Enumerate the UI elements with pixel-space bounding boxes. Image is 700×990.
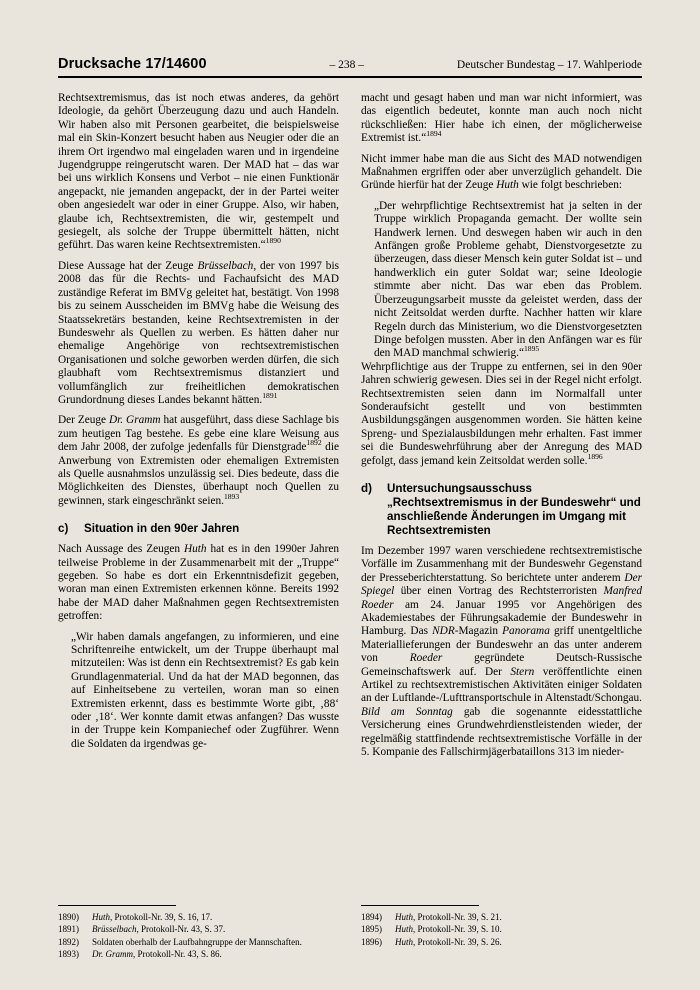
footnote-number: 1891) — [58, 924, 79, 935]
emphasised-name: NDR — [432, 625, 455, 638]
paragraph-quote-continued — [58, 92, 339, 253]
footnote-run: , Protokoll-Nr. 39, S. 21. — [413, 912, 502, 923]
paragraph-text-b: hat es in den 1990er Jahren teilweise Probleme in der Zusammenarbeit mit der „Truppe“ gegeben. So habe es dort ein Erkenntnisdefizit gegeben, woran man einen Extremisten erkennen könne. Bereits 1992 habe der MAD daher Maßnahmen gegen Rechtsextremisten getroffen: — [58, 543, 340, 623]
document-identifier — [58, 56, 207, 72]
footnote-source-name: Huth — [395, 936, 413, 947]
paragraph-text-a: Nach Aussage des Zeugen — [58, 543, 184, 556]
paragraph-text-run: über einen Vortrag des Rechtsterroristen — [394, 585, 604, 598]
header-legislature: Deutscher Bundestag – 17. Wahlperiode — [456, 59, 642, 71]
footnotes-left — [58, 905, 339, 960]
section-title: Situation in den 90er Jahren — [84, 522, 240, 536]
footnotes-area — [58, 905, 642, 960]
paragraph-text: Wehrpflichtige aus der Truppe zu entfernen, sei in den 90er Jahren schwierig gewesen. Dies sei in der Regel nicht erfolgt. Rechtsextremisten seien dann im Normalfall unter Sonderaufsicht gestellt und von bestimmten Ausbildungsgängen ausgenommen worden. Sie hätten keine Spreng- und Spezialausbildungen mehr erhalten. Fast immer sei die Bundeswehrführung aber der Anregung des MAD gefolgt, dass jemand kein Zeitsoldat werden solle. — [361, 360, 642, 467]
footnote-run: Soldaten oberhalb der Laufbahngruppe der Mannschaften. — [92, 936, 302, 947]
paragraph-text-run: veröffentlichte einen Artikel zu rechtsextremistischen Aktivitäten einiger Soldaten an der Luftlande-/Lufttransportschule in Altenstadt/Schongau. — [361, 665, 642, 705]
footnote-number: 1894) — [361, 912, 382, 923]
section-heading-c — [58, 522, 339, 536]
witness-name-huth: Huth — [496, 179, 519, 192]
emphasised-name: Stern — [510, 665, 535, 678]
paragraph-text-run: gab die sogenannte eidesstattliche Versicherung eines Grundwehrdienstleistenden wieder, der regelmäßig stattfindende rechtsextremistische Vorfälle in der 5. Kompanie des Fallschirmjägerbataillons 313 im nieder- — [361, 705, 642, 759]
paragraph-text-a: Diese Aussage hat der Zeuge — [58, 259, 198, 272]
footnote-item — [361, 923, 642, 935]
footnote-source-name: Huth — [395, 912, 413, 923]
section-marker: c) — [58, 522, 69, 536]
footnote-run: , Protokoll-Nr. 39, S. 16, 17. — [110, 912, 213, 923]
witness-name-huth: Huth — [183, 543, 207, 556]
footnote-separator — [58, 905, 176, 906]
right-column — [361, 92, 642, 759]
page-number: – 238 – — [329, 59, 365, 71]
paragraph-gramm — [58, 414, 339, 508]
paragraph-text-run: gegründete Deutsch-Russische Gemeinschaftswerk auf. Der — [361, 652, 642, 678]
footnote-number: 1895) — [361, 924, 382, 935]
footnote-source-name: Dr. Gramm — [92, 948, 134, 959]
footnote-ref-1890: 1890 — [265, 236, 281, 246]
footnote-text — [92, 936, 339, 948]
footnote-run: , Protokoll-Nr. 43, S. 37. — [136, 924, 226, 935]
footnote-number: 1890) — [58, 912, 79, 923]
paragraph-text-a: Nicht immer habe man die aus Sicht des MAD notwendigen Maßnahmen ergriffen oder aber unverzüglich gehandelt. Die Gründe hierfür hat der Zeuge — [361, 152, 642, 192]
footnote-text — [92, 948, 339, 960]
footnote-number: 1892) — [58, 936, 79, 947]
footnote-text — [395, 936, 642, 948]
section-marker: d) — [361, 481, 372, 495]
paragraph-text-b: , der von 1997 bis 2008 das für die Rechts- und Fachaufsicht des MAD zuständige Referat im BMVg geleitet hat, bestätigt. Von 1998 bis zu seinem Ausscheiden im BMVg habe die Weisung des Staatssekretärs bestanden, keine Rechtsextremisten in der Bundeswehr als Quellen zu werben. Es hätten daher nur ehemalige Angehörige von rechtsextremistischen Organisationen und solche geworben werden dürfen, die sich glaubhaft vom Rechtsextremismus distanziert und vollumfänglich zur freiheitlichen demokratischen Grundordnung dieses Landes bekannt hätten. — [58, 259, 339, 406]
footnote-list-right — [361, 911, 642, 948]
paragraph-quote-end — [361, 92, 642, 146]
footnote-number: 1893) — [58, 948, 79, 959]
footnote-separator — [361, 905, 479, 906]
left-column — [58, 92, 339, 751]
emphasised-name: Manfred Roeder — [361, 585, 642, 611]
paragraph-text-b: wie folgt beschrieben: — [518, 179, 623, 192]
footnotes-right — [361, 905, 642, 960]
paragraph-text-b: hat ausgeführt, dass diese Sachlage bis zum heutigen Tag bestehe. Es gebe eine klare Weisung aus dem Jahr 2008, der zufolge jedenfalls für Dienstgrade — [58, 414, 339, 454]
document-number: 17/14600 — [145, 56, 207, 72]
footnote-run: , Protokoll-Nr. 39, S. 26. — [413, 936, 502, 947]
paragraph-text — [361, 545, 642, 758]
footnote-list-left — [58, 911, 339, 960]
witness-name-bruesselbach: Brüsselbach — [197, 259, 254, 272]
footnote-item — [58, 923, 339, 935]
emphasised-name: Der Spiegel — [361, 571, 642, 598]
footnote-ref-1893: 1893 — [223, 492, 240, 502]
paragraph-wehrpflichtige — [361, 361, 642, 468]
paragraph-text: macht und gesagt haben und man war nicht informiert, was das eigentlich bedeutet, konnte man auch noch nicht rückschließen: Hier habe ich einen, der möglicherweise Extremist ist.“ — [361, 92, 642, 145]
footnote-text — [395, 923, 642, 935]
block-quote-huth-2 — [374, 200, 642, 361]
paragraph-text-a: Der Zeuge — [58, 414, 109, 427]
section-title: Untersuchungsausschuss „Rechtsextremismus in der Bundeswehr“ und anschließende Änderungen im Umgang mit Rechtsextremisten — [387, 481, 641, 537]
footnote-item — [361, 911, 642, 923]
footnote-text — [92, 923, 339, 935]
paragraph-huth-reasons — [361, 153, 642, 193]
paragraph-bruesselbach — [58, 260, 339, 407]
footnote-ref-1896: 1896 — [587, 451, 603, 461]
paragraph-dezember-1997 — [361, 545, 642, 760]
body-columns — [58, 92, 642, 759]
footnote-source-name: Huth — [92, 912, 110, 923]
footnote-run: , Protokoll-Nr. 43, S. 86. — [133, 948, 222, 959]
footnote-ref-1895: 1895 — [523, 344, 540, 354]
footnote-ref-1894: 1894 — [426, 129, 442, 139]
footnote-item — [361, 936, 642, 948]
emphasised-name: Roeder — [409, 652, 443, 665]
section-heading-d — [361, 482, 642, 538]
footnote-item — [58, 936, 339, 948]
paragraph-text-c: die Anwerbung von Extremisten oder ehemaligen Extremisten als Quelle ausnahmslos unzulässig sei. Dies bedeute, dass die Möglichkeiten des Dienstes, überhaupt noch Quellen zu gewinnen, stark eingeschränkt seien. — [58, 441, 339, 507]
paragraph-text: Rechtsextremismus, das ist noch etwas anderes, da gehört Ideologie, da gehört Überzeugung dazu und auch Handeln. Wir haben also mit Personen gearbeitet, die beispielsweise mal ein Skin-Konzert besucht haben aus Neugier oder die an ihrem Ort irgendwo mal eingeladen waren und in irgendeine Jugendgruppe reingerutscht waren. Der MAD hat – das war bei uns wirklich Konsens und Verbot – nie einen Funktionär angepackt, nie jemanden angepackt, der in der Partei weiter oben angesiedelt war oder in einer Gruppe. Also, wir haben, glaube ich, Rechtsextremisten, die wir, gestempelt und gesiegelt, als solche der Truppe übermittelt hätten, nicht geführt. Das waren keine Rechtsextremisten.“ — [58, 92, 339, 252]
paragraph-text-run: griff unentgeltliche Materiallieferungen der Bundeswehr an das unter anderem von — [361, 625, 642, 665]
footnote-number: 1896) — [361, 936, 382, 947]
block-quote-huth: „Wir haben damals angefangen, zu informieren, und eine Schriftenreihe entwickelt, um der Truppe überhaupt mal mitzuteilen: Was ist denn ein Rechtsextremist? Es gab kein Grundlagenmaterial. Und da hat der MAD begonnen, das auf Einheitsebene zu verteilen, woran man so einen Extremisten erkennt, dass es bestimmte Worte gibt, ‚88‘ oder ‚18‘. Wer konnte damit etwas anfangen? Das wusste in der Truppe kein Kompaniechef oder Zugführer. Wenn die Soldaten da irgendwas ge- — [71, 630, 339, 750]
footnote-item — [58, 948, 339, 960]
quote-text: „Der wehrpflichtige Rechtsextremist hat ja selten in der Truppe wirklich Propaganda gemacht. Der wollte sein Handwerk lernen. Und deswegen haben wir auch in den Anfängen große Probleme gehabt, Dienstvorgesetzte zu überzeugen, dass dieser Mensch kein guter Soldat ist – und handwerklich ein guter Soldat war; seine Ideologie stimmte aber nicht. Das war eben das Problem. Überzeugungsarbeit musste da geleistet werden, dass der nicht Zeitsoldat werden durfte. Nachher hatten wir klare Regeln durch das Ministerium, wo die Dienstvorgesetzten Dinge befolgen mussten. Aber in den Anfängen war es für den MAD manchmal schwierig.“ — [374, 199, 642, 360]
emphasised-name: Bild am Sonntag — [361, 705, 453, 718]
footnote-text — [395, 911, 642, 923]
witness-name-gramm: Dr. Gramm — [109, 414, 161, 427]
paragraph-text-run: am 24. Januar 1995 vor Angehörigen des Akademiestabes der Führungsakademie der Bundeswehr in Hamburg. Das — [361, 598, 642, 638]
footnote-ref-1891: 1891 — [262, 391, 278, 401]
footnote-item — [58, 911, 339, 923]
footnote-source-name: Brüsselbach — [92, 924, 137, 935]
page-header — [58, 56, 642, 78]
document-label: Drucksache — [58, 56, 142, 72]
paragraph-huth-90er — [58, 543, 339, 623]
footnote-run: , Protokoll-Nr. 39, S. 10. — [413, 924, 502, 935]
footnote-source-name: Huth — [395, 924, 413, 935]
paragraph-text-run: -Magazin — [454, 625, 503, 638]
emphasised-name: Panorama — [502, 625, 550, 638]
footnote-text — [92, 911, 339, 923]
footnote-ref-1892: 1892 — [306, 438, 322, 448]
paragraph-text-run: Im Dezember 1997 waren verschiedene rechtsextremistische Vorfälle im Zusammenhang mit der Bundeswehr Gegenstand der Presseberichterstattung. So berichtete unter anderem — [361, 544, 642, 584]
